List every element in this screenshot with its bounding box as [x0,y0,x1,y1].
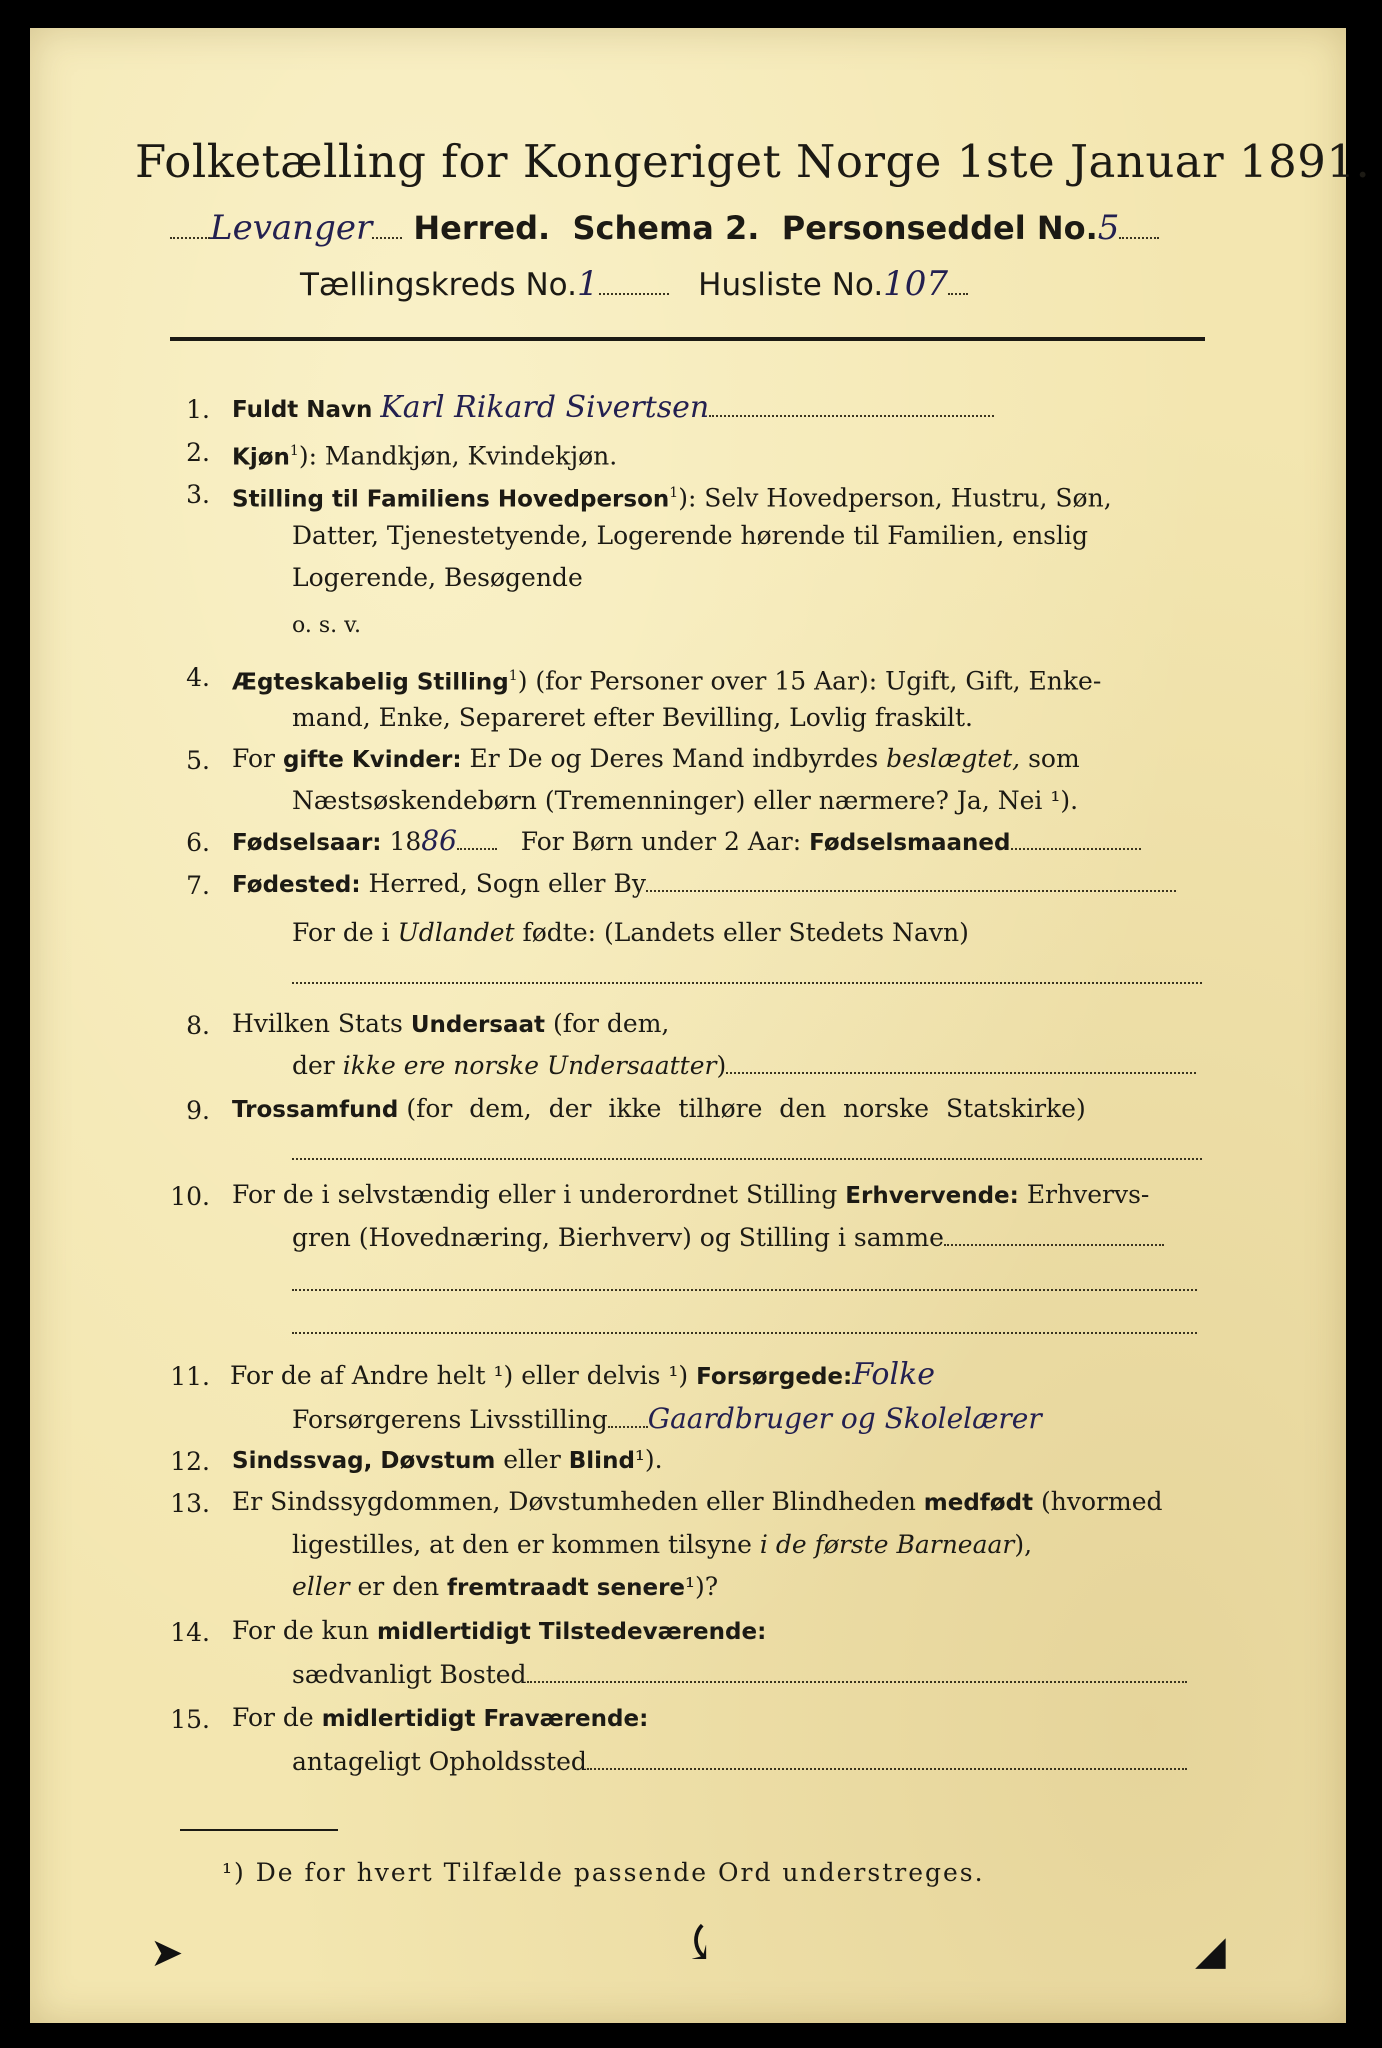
item-text: (for dem, [552,1009,670,1038]
footnote-ref: 1 [508,668,518,684]
item-text: Er Sindssygdommen, Døvstumheden eller Blindheden [232,1487,916,1516]
item-label: Fødselsmaaned [809,830,1011,856]
kreds-value: 1 [576,264,599,304]
item-number: 11. [170,1362,210,1391]
item-text-line [292,1566,718,1609]
form-title: Folketælling for Kongeriget Norge 1ste Januar 1891. [135,135,1371,188]
herred-label: Herred. [413,209,551,247]
item-text-italic: Udlandet [397,918,515,947]
item-text: (hvormed [1041,1487,1163,1516]
item-label: Forsørgede: [696,1364,853,1390]
item-label: Trossamfund [232,1097,399,1123]
item-number: 12. [170,1447,210,1476]
item-text-line [292,1741,1187,1783]
item-text: For de i selvstændig eller i underordnet Stilling [232,1180,838,1209]
item-congenital [232,1481,1163,1524]
item-text-italic: beslægtet, [886,744,1021,773]
husliste-label: Husliste No. [698,267,884,303]
husliste-value: 107 [883,264,949,304]
item-label: Fødselsaar: [232,830,382,856]
herred-schema-row [170,208,1210,258]
item-label: Ægteskabelig Stilling [232,669,509,696]
blank-line [292,1262,1197,1304]
item-text: For [232,744,275,773]
item-number: 8. [186,1011,210,1040]
item-text-line: Logerende, Besøgende [292,563,583,592]
item-full-name [232,387,994,431]
item-label: midlertidigt Fraværende: [321,1706,649,1732]
blank-line [292,955,1202,997]
item-temporary-present [232,1610,766,1653]
item-label: Stilling til Familiens Hovedperson [232,486,670,513]
census-form-sheet [30,28,1371,2023]
kreds-label: Tællingskreds No. [300,267,577,303]
item-text: der [292,1051,335,1080]
center-mark-icon: ⤹ [680,1915,721,1971]
item-text: For Børn under 2 Aar: [520,827,802,856]
item-label: Sindssvag, Døvstum [232,1448,496,1474]
item-text: antageligt Opholdssted [292,1747,587,1776]
item-number: 15. [170,1705,210,1734]
item-dependents [230,1354,935,1398]
item-text-line [292,1217,1164,1259]
item-text: sædvanligt Bosted [292,1660,527,1689]
item-text: ¹). [634,1445,663,1474]
item-text-line [292,1398,1042,1441]
corner-mark-icon: ➤ [150,1930,184,1976]
item-label: medfødt [923,1490,1034,1516]
item-occupation [232,1174,1149,1217]
item-birthplace [232,863,1176,906]
item-number: 9. [186,1096,210,1125]
footnote-ref: 1 [289,443,299,459]
full-name-value: Karl Rikard Sivertsen [380,390,710,425]
item-number: 5. [186,746,210,775]
item-text: For de af Andre helt ¹) eller delvis ¹) [230,1361,689,1390]
item-citizenship [232,1003,669,1046]
item-text: For de kun [232,1616,370,1645]
item-label: Erhvervende: [845,1183,1019,1209]
blank-line [292,1305,1197,1347]
item-text: Er De og Deres Mand indbyrdes [469,744,879,773]
item-label: Undersaat [410,1012,546,1038]
item-text: Forsørgerens Livsstilling [292,1405,608,1434]
item-text-line [292,1524,1032,1566]
item-label: fremtraadt senere [447,1575,686,1601]
provider-occupation-value: Gaardbruger og Skolelærer [647,1402,1042,1435]
item-disability [232,1439,663,1482]
kreds-husliste-row [300,264,1200,314]
item-number: 10. [170,1182,210,1211]
item-text: fødte: (Landets eller Stedets Navn) [522,918,969,947]
header-divider [170,337,1205,341]
corner-mark-icon: ◢ [1195,1928,1226,1974]
item-text: For de i [292,918,390,947]
item-text: som [1028,744,1080,773]
item-label: midlertidigt Tilstedeværende: [376,1619,767,1645]
item-number: 1. [186,395,210,424]
footnote-ref: 1 [669,485,679,501]
item-text-italic: ikke ere norske Undersaatter [342,1051,717,1080]
item-text: Erhvervs- [1026,1180,1150,1209]
item-text-line [292,1045,1196,1087]
item-text: eller [503,1445,561,1474]
item-text: ), [1014,1530,1033,1559]
footnote-divider [180,1829,338,1831]
item-label: Blind [568,1448,635,1474]
item-birth-year [232,820,1141,864]
item-text: ¹)? [685,1572,719,1601]
footnote: ¹) De for hvert Tilfælde passende Ord understreges. [222,1858,985,1887]
item-text: ) [716,1051,727,1080]
item-number: 7. [186,871,210,900]
item-married-women [232,738,1080,781]
personseddel-label: Personseddel No. [781,209,1098,247]
item-label: Fødested: [232,872,361,898]
item-text-italic: eller [292,1572,350,1601]
item-label: Fuldt Navn [232,397,373,423]
item-text-line: Næstsøskendebørn (Tremenninger) eller nærmere? Ja, Nei ¹). [292,786,1079,815]
item-text: ligestilles, at den er kommen tilsyne [292,1530,752,1559]
item-text-line: Datter, Tjenestetyende, Logerende hørende til Familien, enslig [292,521,1089,550]
item-text-line: o. s. v. [292,613,361,638]
item-temporary-absent [232,1697,648,1740]
personseddel-value: 5 [1097,208,1120,248]
item-text: ): Selv Hovedperson, Hustru, Søn, [678,483,1112,513]
item-text: ) (for Personer over 15 Aar): Ugift, Gift, Enke- [517,666,1102,696]
item-text-line [292,1654,1187,1696]
item-text: ): Mandkjøn, Kvindekjøn. [298,441,618,471]
item-family-position [232,472,1112,520]
item-label: Kjøn [232,444,290,471]
item-number: 4. [186,663,210,692]
item-text: 18 [389,827,422,856]
item-number: 3. [186,480,210,509]
birth-year-value: 86 [421,824,457,857]
item-number: 2. [186,438,210,467]
dependent-value: Folke [852,1357,935,1392]
schema-label: Schema 2. [572,209,760,247]
item-number: 14. [170,1618,210,1647]
item-number: 13. [170,1489,210,1518]
item-text: Herred, Sogn eller By [368,869,646,898]
item-religion [232,1088,1086,1131]
item-text: For de [232,1703,314,1732]
item-text: er den [357,1572,440,1601]
item-text-line: mand, Enke, Separeret efter Bevilling, Lovlig fraskilt. [292,703,973,732]
item-text: Hvilken Stats [232,1009,403,1038]
blank-line [292,1131,1202,1173]
item-text-italic: i de første Barneaar [759,1530,1015,1559]
herred-value: Levanger [210,208,373,248]
item-text: (for dem, der ikke tilhøre den norske Statskirke) [406,1094,1086,1123]
item-number: 6. [186,828,210,857]
item-text: gren (Hovednæring, Bierhverv) og Stilling i samme [292,1223,944,1252]
item-text-line [292,912,969,954]
item-label: gifte Kvinder: [282,747,462,773]
